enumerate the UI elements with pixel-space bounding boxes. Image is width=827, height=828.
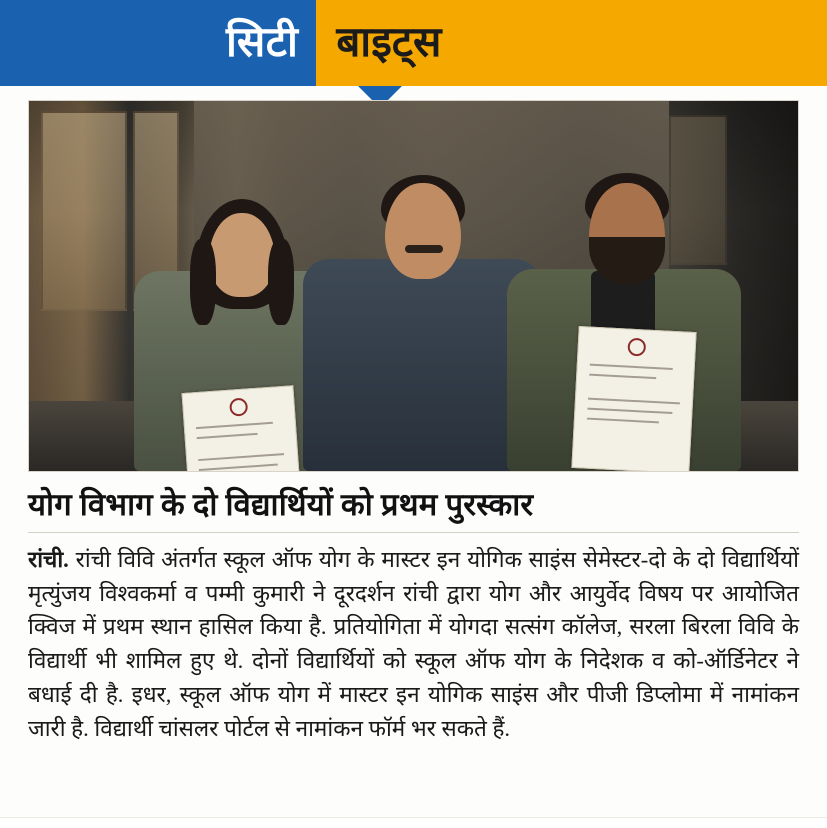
photo-person-hair-side (268, 239, 294, 325)
article-body (28, 543, 799, 746)
article-dateline: रांची. (28, 546, 69, 572)
photo-certificate-line (198, 453, 284, 461)
clipping-content (0, 86, 827, 745)
photo-certificate-line (589, 364, 673, 370)
photo-certificate-line (588, 398, 681, 405)
photo-certificate-left (182, 385, 303, 472)
photo-window-pane (41, 111, 127, 311)
photo-certificate-line (587, 418, 659, 424)
headline-divider (28, 532, 799, 533)
photo-certificate-line (587, 408, 673, 414)
photo-person-moustache (405, 245, 443, 253)
article-photo (28, 100, 799, 472)
article-body-text: रांची विवि अंतर्गत स्कूल ऑफ योग के मास्टर इन योगिक साइंस सेमेस्टर-दो के दो विद्यार्थियों मृत्युंजय विश्वकर्मा व पम्मी कुमारी ने दूरदर्शन रांची द्वारा योग और आयुर्वेद विषय पर आयोजित क्विज में प्रथम स्थान हासिल किया है. प्रतियोगिता में योगदा सत्संग कॉलेज, सरला बिरला विवि के विद्यार्थी भी शामिल हुए थे. दोनों विद्यार्थियों को स्कूल ऑफ योग के निदेशक व को-ऑर्डिनेटर ने बधाई दी है. इधर, स्कूल ऑफ योग में मास्टर इन योगिक साइंस और पीजी डिप्लोमा में नामांकन जारी है. विद्यार्थी चांसलर पोर्टल से नामांकन फॉर्म भर सकते हैं. (28, 546, 799, 741)
photo-person-face (209, 213, 275, 297)
photo-person-face (385, 183, 461, 279)
page-bottom-edge (0, 817, 827, 828)
photo-certificate-line (199, 464, 278, 472)
photo-certificate-seal (229, 398, 248, 417)
photo-person-hair-side (190, 239, 216, 325)
photo-certificate-line (196, 422, 273, 429)
masthead-word-bytes: बाइट्स (316, 0, 467, 86)
masthead-banner (0, 0, 827, 86)
photo-certificate-seal (627, 338, 646, 357)
masthead-word-city: सिटी (216, 0, 316, 86)
photo-certificate-line (197, 433, 257, 439)
photo-certificate-right (571, 326, 696, 472)
article-headline: योग विभाग के दो विद्यार्थियों को प्रथम पुरस्कार (28, 487, 534, 522)
photo-certificate-line (589, 374, 656, 380)
photo-person-right (499, 151, 749, 471)
masthead-right-block (467, 0, 827, 86)
masthead-left-block (0, 0, 216, 86)
